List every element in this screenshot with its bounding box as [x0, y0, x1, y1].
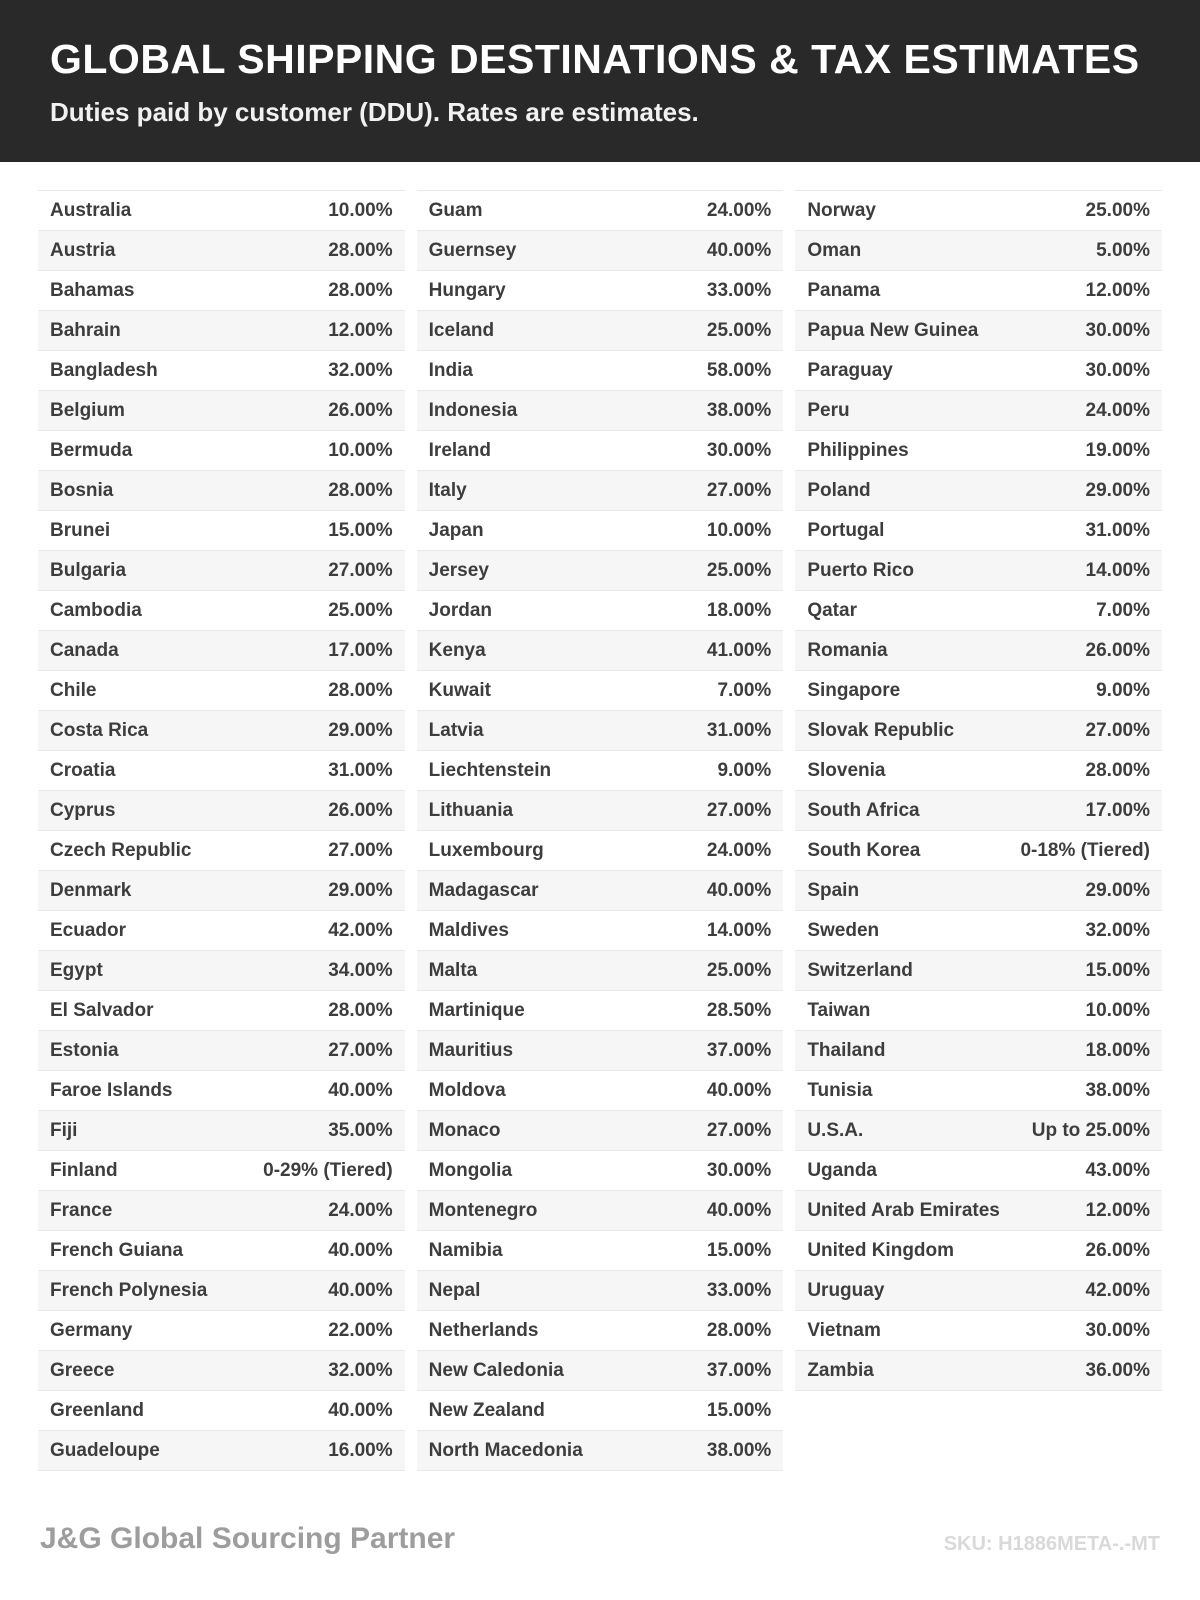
country-name: Guadeloupe — [50, 1440, 160, 1461]
table-row — [38, 790, 405, 830]
country-name: Germany — [50, 1320, 133, 1341]
table-row — [795, 830, 1162, 870]
table-row — [795, 870, 1162, 910]
country-name: Paraguay — [807, 360, 893, 381]
tax-rate: 43.00% — [1085, 1160, 1150, 1181]
table-row — [38, 1350, 405, 1390]
country-name: Nepal — [428, 1280, 481, 1301]
table-row — [417, 1350, 784, 1390]
country-name: Oman — [807, 240, 862, 261]
table-row — [38, 390, 405, 430]
country-name: Poland — [807, 480, 871, 501]
country-name: Moldova — [428, 1080, 506, 1101]
country-name: Cyprus — [50, 800, 116, 821]
table-row — [795, 1190, 1162, 1230]
tax-rate: 28.00% — [328, 280, 393, 301]
table-row — [417, 430, 784, 470]
tax-rate: 38.00% — [706, 1440, 772, 1461]
tax-rate: 28.00% — [706, 1320, 772, 1341]
tax-rate: 25.00% — [706, 320, 772, 341]
country-name: Guernsey — [428, 240, 517, 261]
tax-rate: 10.00% — [706, 520, 772, 541]
tax-rate: 40.00% — [706, 1080, 772, 1101]
table-row — [38, 990, 405, 1030]
tax-rate: 15.00% — [706, 1240, 772, 1261]
country-name: Spain — [807, 880, 860, 901]
table-row — [417, 390, 784, 430]
country-name: Taiwan — [807, 1000, 871, 1021]
country-name: Austria — [50, 240, 116, 261]
country-name: Madagascar — [428, 880, 539, 901]
tax-rate: 15.00% — [706, 1400, 772, 1421]
table-row — [417, 1310, 784, 1350]
country-name: Bosnia — [50, 480, 114, 501]
table-column — [38, 190, 405, 1471]
country-name: Ecuador — [50, 920, 127, 941]
country-name: Romania — [807, 640, 888, 661]
table-row — [38, 190, 405, 230]
country-name: Egypt — [50, 960, 103, 981]
table-row — [417, 670, 784, 710]
country-name: United Arab Emirates — [807, 1200, 1000, 1221]
tax-rate: 40.00% — [706, 1200, 772, 1221]
country-name: Puerto Rico — [807, 560, 914, 581]
country-name: Monaco — [428, 1120, 501, 1141]
table-row — [38, 1030, 405, 1070]
tax-rate: 5.00% — [1096, 240, 1150, 261]
country-name: Qatar — [807, 600, 857, 621]
tax-rate: 18.00% — [706, 600, 772, 621]
country-name: Vietnam — [807, 1320, 881, 1341]
tax-rate: 28.00% — [328, 240, 393, 261]
table-row — [417, 1070, 784, 1110]
country-name: French Polynesia — [50, 1280, 208, 1301]
country-name: Latvia — [428, 720, 484, 741]
country-name: French Guiana — [50, 1240, 184, 1261]
tax-rate: 12.00% — [328, 320, 393, 341]
table-row — [795, 590, 1162, 630]
tax-rate: 40.00% — [328, 1240, 393, 1261]
tax-rate: 38.00% — [706, 400, 772, 421]
country-name: New Caledonia — [428, 1360, 564, 1381]
table-row — [795, 1030, 1162, 1070]
country-name: Australia — [50, 200, 132, 221]
country-name: Greece — [50, 1360, 115, 1381]
tax-rate: 10.00% — [328, 440, 393, 461]
table-row — [38, 550, 405, 590]
tax-rate: 24.00% — [328, 1200, 393, 1221]
country-name: Norway — [807, 200, 876, 221]
table-row — [795, 550, 1162, 590]
tax-rate: 17.00% — [1085, 800, 1150, 821]
table-row — [38, 1110, 405, 1150]
country-name: Cambodia — [50, 600, 142, 621]
country-name: Slovenia — [807, 760, 886, 781]
table-row — [417, 230, 784, 270]
table-row — [38, 430, 405, 470]
country-name: Finland — [50, 1160, 118, 1181]
table-row — [417, 910, 784, 950]
tax-rate: 25.00% — [706, 560, 772, 581]
country-name: Kuwait — [428, 680, 491, 701]
country-name: Philippines — [807, 440, 909, 461]
country-name: Bahrain — [50, 320, 121, 341]
tax-rate: 24.00% — [706, 200, 772, 221]
table-row — [38, 1430, 405, 1470]
table-row — [795, 1310, 1162, 1350]
tax-rate: 40.00% — [706, 240, 772, 261]
country-name: Papua New Guinea — [807, 320, 979, 341]
table-row — [417, 1150, 784, 1190]
country-name: Brunei — [50, 520, 111, 541]
country-name: Liechtenstein — [428, 760, 552, 781]
tax-rate: 10.00% — [1085, 1000, 1150, 1021]
table-row — [38, 270, 405, 310]
tax-rate: 33.00% — [706, 280, 772, 301]
table-row — [38, 230, 405, 270]
country-name: Kenya — [428, 640, 486, 661]
tax-rate: 26.00% — [328, 400, 393, 421]
tax-rate: 31.00% — [328, 760, 393, 781]
country-name: France — [50, 1200, 113, 1221]
country-name: U.S.A. — [807, 1120, 864, 1141]
table-row — [38, 350, 405, 390]
table-row — [795, 190, 1162, 230]
tax-rate: 18.00% — [1085, 1040, 1150, 1061]
table-row — [38, 910, 405, 950]
page-title: GLOBAL SHIPPING DESTINATIONS & TAX ESTIMATES — [50, 36, 1140, 82]
country-name: Canada — [50, 640, 119, 661]
table-column — [417, 190, 784, 1471]
country-name: India — [428, 360, 473, 381]
tax-rate: 34.00% — [328, 960, 393, 981]
tax-rate: 27.00% — [706, 1120, 772, 1141]
country-name: Switzerland — [807, 960, 913, 981]
tax-rate: 0-29% (Tiered) — [263, 1160, 393, 1181]
tax-rate: 40.00% — [328, 1080, 393, 1101]
table-row — [417, 190, 784, 230]
country-name: Ireland — [428, 440, 491, 461]
brand-name: J&G Global Sourcing Partner — [40, 1522, 456, 1555]
country-name: Peru — [807, 400, 850, 421]
table-row — [38, 710, 405, 750]
tax-rate: 37.00% — [706, 1360, 772, 1381]
table-column — [795, 190, 1162, 1391]
tax-rate: 36.00% — [1085, 1360, 1150, 1381]
country-name: Montenegro — [428, 1200, 538, 1221]
table-row — [795, 710, 1162, 750]
country-name: Luxembourg — [428, 840, 544, 861]
page-footer — [0, 1522, 1200, 1600]
tax-rate: 30.00% — [1085, 320, 1150, 341]
country-name: Namibia — [428, 1240, 503, 1261]
table-row — [795, 750, 1162, 790]
tax-rate: 7.00% — [717, 680, 772, 701]
table-row — [38, 590, 405, 630]
sku-label: SKU: H1886META-.-MT — [943, 1533, 1160, 1555]
tax-rate: 32.00% — [328, 1360, 393, 1381]
table-row — [417, 750, 784, 790]
table-row — [38, 1150, 405, 1190]
table-row — [417, 990, 784, 1030]
table-row — [38, 630, 405, 670]
country-name: Netherlands — [428, 1320, 539, 1341]
table-row — [795, 430, 1162, 470]
tax-rate: 33.00% — [706, 1280, 772, 1301]
table-row — [795, 790, 1162, 830]
table-row — [38, 1310, 405, 1350]
country-name: Hungary — [428, 280, 506, 301]
country-name: United Kingdom — [807, 1240, 955, 1261]
country-name: Maldives — [428, 920, 509, 941]
tax-rate: 26.00% — [328, 800, 393, 821]
tax-rate: 41.00% — [706, 640, 772, 661]
tax-rate: 40.00% — [328, 1400, 393, 1421]
table-row — [417, 950, 784, 990]
country-name: Belgium — [50, 400, 125, 421]
table-row — [38, 470, 405, 510]
country-name: Uganda — [807, 1160, 878, 1181]
tax-rate: 29.00% — [328, 880, 393, 901]
country-name: Lithuania — [428, 800, 514, 821]
tax-rate: 31.00% — [706, 720, 772, 741]
table-row — [795, 630, 1162, 670]
tax-rate: 42.00% — [328, 920, 393, 941]
tax-rate: 40.00% — [328, 1280, 393, 1301]
country-name: Jersey — [428, 560, 489, 581]
country-name: Japan — [428, 520, 484, 541]
table-row — [38, 1070, 405, 1110]
table-row — [795, 390, 1162, 430]
country-name: Tunisia — [807, 1080, 873, 1101]
table-row — [795, 230, 1162, 270]
tax-rate: 9.00% — [1096, 680, 1150, 701]
table-row — [38, 1230, 405, 1270]
tax-rate: 27.00% — [1085, 720, 1150, 741]
tax-rate: 9.00% — [717, 760, 772, 781]
country-name: Portugal — [807, 520, 885, 541]
table-row — [38, 950, 405, 990]
table-row — [795, 270, 1162, 310]
tax-rate: 14.00% — [706, 920, 772, 941]
tax-rate: 28.00% — [1085, 760, 1150, 781]
tax-rate: 58.00% — [706, 360, 772, 381]
country-name: Uruguay — [807, 1280, 885, 1301]
table-row — [795, 1150, 1162, 1190]
tax-rate: 15.00% — [328, 520, 393, 541]
tax-rate: 7.00% — [1096, 600, 1150, 621]
table-row — [38, 310, 405, 350]
tax-rate: 30.00% — [1085, 1320, 1150, 1341]
tax-rate: 22.00% — [328, 1320, 393, 1341]
country-name: Bahamas — [50, 280, 135, 301]
table-row — [38, 870, 405, 910]
country-name: Martinique — [428, 1000, 525, 1021]
table-row — [38, 1190, 405, 1230]
table-row — [795, 1350, 1162, 1390]
table-row — [795, 470, 1162, 510]
table-row — [795, 910, 1162, 950]
table-row — [417, 1430, 784, 1470]
tax-rate: 27.00% — [328, 840, 393, 861]
table-row — [417, 350, 784, 390]
table-row — [38, 750, 405, 790]
tax-rate: 12.00% — [1085, 280, 1150, 301]
country-name: Bermuda — [50, 440, 133, 461]
table-row — [417, 1270, 784, 1310]
tax-rate: 15.00% — [1085, 960, 1150, 981]
country-name: Malta — [428, 960, 478, 981]
tax-rate: 32.00% — [1085, 920, 1150, 941]
tax-rate: 32.00% — [328, 360, 393, 381]
tax-rate: Up to 25.00% — [1031, 1120, 1150, 1141]
table-row — [795, 510, 1162, 550]
table-row — [38, 670, 405, 710]
table-row — [417, 830, 784, 870]
tax-rate: 40.00% — [706, 880, 772, 901]
table-row — [38, 1390, 405, 1430]
tax-rate: 35.00% — [328, 1120, 393, 1141]
table-row — [795, 670, 1162, 710]
country-name: El Salvador — [50, 1000, 154, 1021]
tax-rate: 26.00% — [1085, 640, 1150, 661]
tax-rate: 0-18% (Tiered) — [1020, 840, 1150, 861]
country-name: Singapore — [807, 680, 901, 701]
table-row — [417, 630, 784, 670]
country-name: Mauritius — [428, 1040, 514, 1061]
country-name: Denmark — [50, 880, 132, 901]
country-name: Jordan — [428, 600, 493, 621]
country-name: Italy — [428, 480, 467, 501]
tax-rate: 31.00% — [1085, 520, 1150, 541]
country-name: Fiji — [50, 1120, 78, 1141]
table-row — [417, 870, 784, 910]
country-name: Bulgaria — [50, 560, 127, 581]
tax-rate: 30.00% — [706, 1160, 772, 1181]
tax-rate: 30.00% — [706, 440, 772, 461]
country-name: Costa Rica — [50, 720, 149, 741]
country-name: South Korea — [807, 840, 921, 861]
page-header — [0, 0, 1200, 162]
table-row — [795, 310, 1162, 350]
tax-rate: 42.00% — [1085, 1280, 1150, 1301]
tax-table — [0, 162, 1200, 1471]
tax-rate: 27.00% — [328, 560, 393, 581]
table-row — [795, 350, 1162, 390]
table-row — [795, 1110, 1162, 1150]
tax-rate: 24.00% — [706, 840, 772, 861]
country-name: Faroe Islands — [50, 1080, 173, 1101]
tax-rate: 10.00% — [328, 200, 393, 221]
table-row — [417, 270, 784, 310]
tax-rate: 24.00% — [1085, 400, 1150, 421]
country-name: North Macedonia — [428, 1440, 583, 1461]
table-row — [417, 550, 784, 590]
tax-rate: 28.00% — [328, 1000, 393, 1021]
tax-rate: 27.00% — [706, 480, 772, 501]
tax-rate: 37.00% — [706, 1040, 772, 1061]
country-name: Chile — [50, 680, 97, 701]
table-row — [795, 1230, 1162, 1270]
table-row — [417, 310, 784, 350]
table-row — [417, 1110, 784, 1150]
table-row — [38, 830, 405, 870]
country-name: Mongolia — [428, 1160, 513, 1181]
country-name: Panama — [807, 280, 881, 301]
tax-rate: 30.00% — [1085, 360, 1150, 381]
tax-rate: 25.00% — [1085, 200, 1150, 221]
country-name: Thailand — [807, 1040, 886, 1061]
tax-rate: 29.00% — [1085, 880, 1150, 901]
country-name: Zambia — [807, 1360, 874, 1381]
table-row — [795, 990, 1162, 1030]
country-name: Croatia — [50, 760, 116, 781]
tax-rate: 27.00% — [706, 800, 772, 821]
country-name: Greenland — [50, 1400, 144, 1421]
tax-rate: 26.00% — [1085, 1240, 1150, 1261]
country-name: Slovak Republic — [807, 720, 955, 741]
tax-rate: 12.00% — [1085, 1200, 1150, 1221]
country-name: Guam — [428, 200, 483, 221]
tax-rate: 17.00% — [328, 640, 393, 661]
tax-rate: 27.00% — [328, 1040, 393, 1061]
tax-rate: 19.00% — [1085, 440, 1150, 461]
country-name: Indonesia — [428, 400, 518, 421]
table-row — [417, 510, 784, 550]
country-name: Czech Republic — [50, 840, 192, 861]
tax-rate: 14.00% — [1085, 560, 1150, 581]
table-row — [417, 1230, 784, 1270]
tax-rate: 28.00% — [328, 480, 393, 501]
table-row — [417, 470, 784, 510]
table-row — [795, 1270, 1162, 1310]
tax-rate: 25.00% — [328, 600, 393, 621]
table-row — [795, 950, 1162, 990]
table-row — [417, 1390, 784, 1430]
page-subtitle: Duties paid by customer (DDU). Rates are estimates. — [50, 97, 699, 127]
table-row — [795, 1070, 1162, 1110]
table-row — [417, 1030, 784, 1070]
table-row — [417, 1190, 784, 1230]
tax-rate: 16.00% — [328, 1440, 393, 1461]
tax-rate: 28.50% — [706, 1000, 772, 1021]
tax-rate: 29.00% — [328, 720, 393, 741]
table-row — [38, 510, 405, 550]
country-name: Bangladesh — [50, 360, 158, 381]
tax-rate: 28.00% — [328, 680, 393, 701]
tax-rate: 38.00% — [1085, 1080, 1150, 1101]
country-name: Sweden — [807, 920, 880, 941]
table-row — [417, 590, 784, 630]
country-name: Estonia — [50, 1040, 119, 1061]
table-row — [38, 1270, 405, 1310]
table-row — [417, 790, 784, 830]
table-row — [417, 710, 784, 750]
country-name: New Zealand — [428, 1400, 545, 1421]
tax-rate: 25.00% — [706, 960, 772, 981]
country-name: Iceland — [428, 320, 495, 341]
country-name: South Africa — [807, 800, 920, 821]
tax-rate: 29.00% — [1085, 480, 1150, 501]
